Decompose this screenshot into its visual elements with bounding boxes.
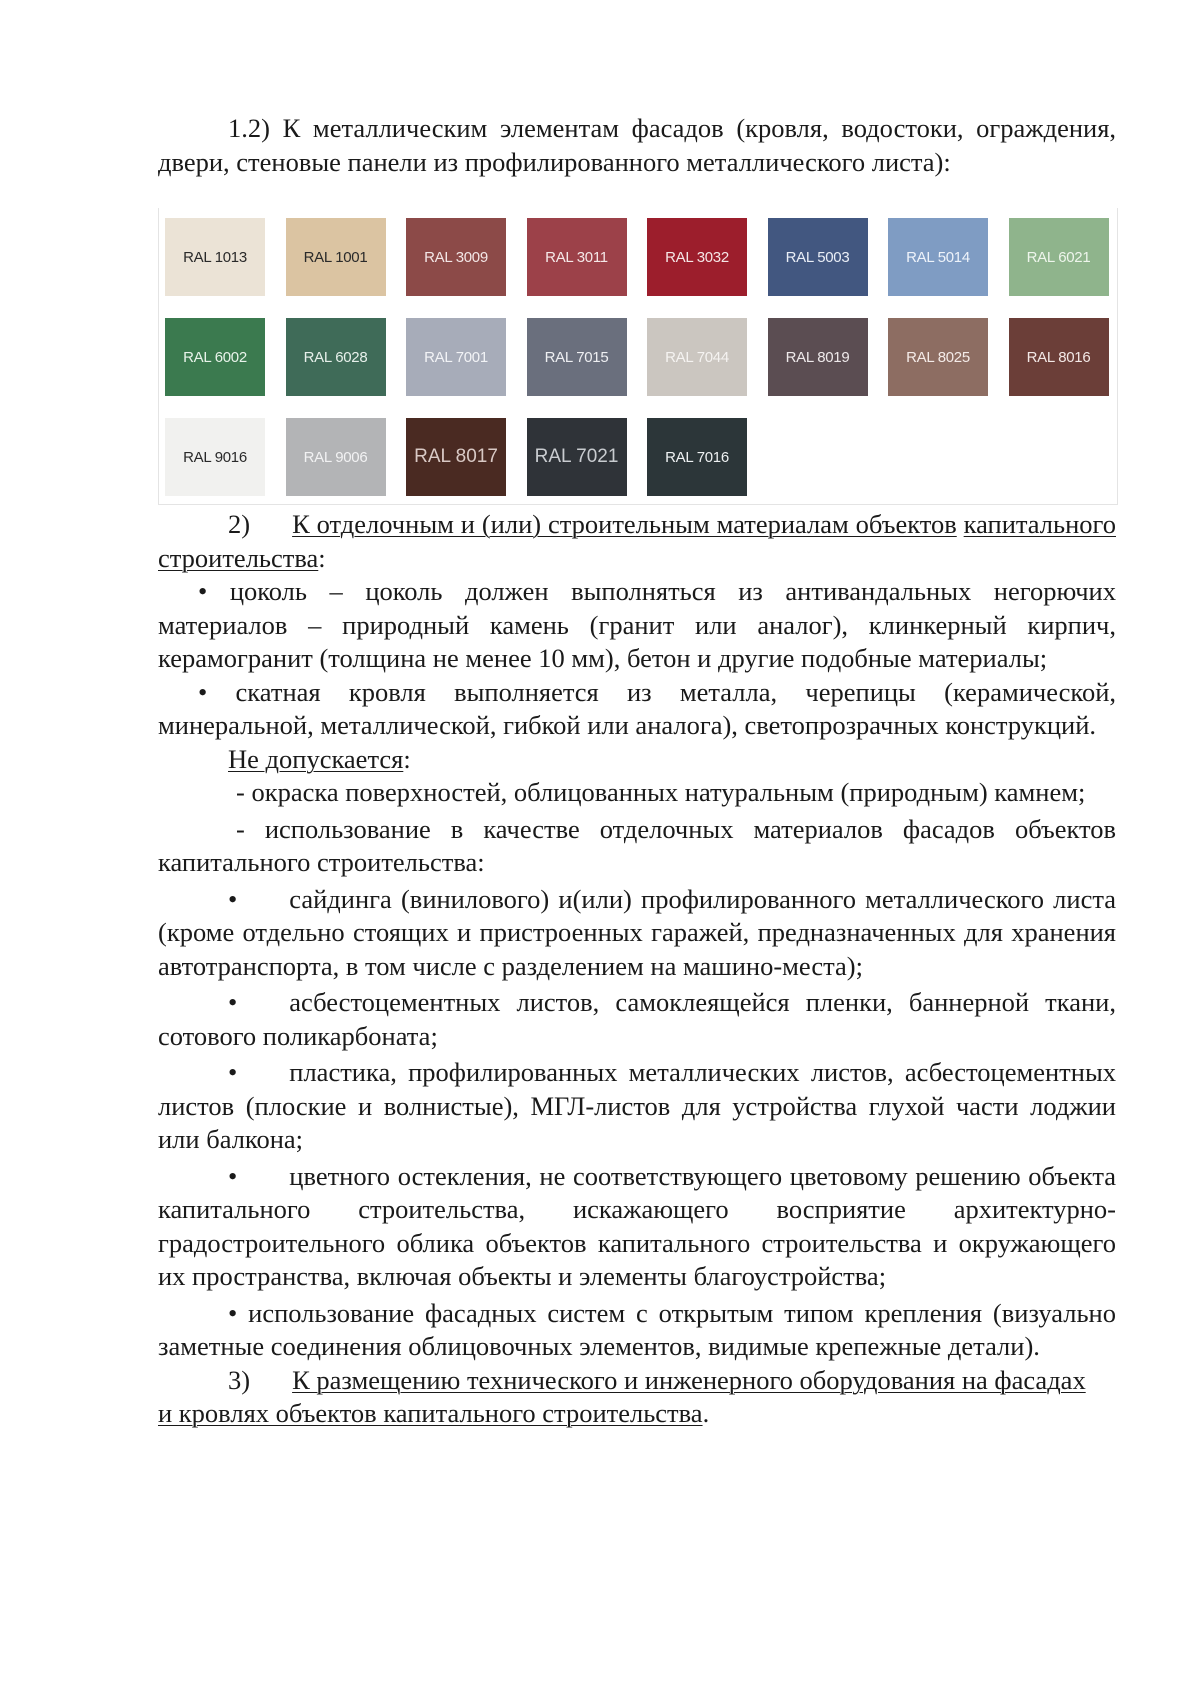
section2-heading-line1: К отделочным и (или) строительным материалам объектов (292, 509, 957, 539)
dash-painting: - окраска поверхностей, облицованных натуральным (природным) камнем; (236, 777, 1086, 807)
ral-swatch: RAL 1013 (165, 218, 265, 296)
bullet-dot-icon: • (228, 883, 238, 914)
ral-swatch: RAL 9006 (286, 418, 386, 496)
section2-heading-colon: : (318, 542, 326, 573)
sub-bullet-glazing-text: цветного остекления, не соответствующего цветовому решению объекта капитального строительства, искажающего восприятие архитектурно-градостроительного облика объектов капитального строительства и окружающего их пространства, включая объекты и элементы благоустройства; (158, 1160, 1116, 1291)
intro-number: 1.2) (228, 113, 270, 143)
dash-materials: - использование в качестве отделочных материалов фасадов объектов капитального строительства: (158, 813, 1116, 877)
document-body (158, 112, 1116, 1431)
not-allowed-label: Не допускается (228, 743, 404, 774)
ral-swatch: RAL 5014 (888, 218, 988, 296)
bullet-roof: • скатная кровля выполняется из металла, черепицы (керамической, минеральной, металлической, гибкой или аналога), светопрозрачных конструкций. (158, 676, 1116, 740)
bullet-dot-icon: • (228, 1160, 238, 1191)
intro-paragraph (158, 112, 1116, 208)
sub-bullet-plastic (158, 1056, 1116, 1157)
section2-heading-line2: капитального строительства (158, 509, 1116, 573)
section3-heading-cont (158, 1397, 1116, 1431)
ral-swatch: RAL 1001 (286, 218, 386, 296)
ral-swatch: RAL 3032 (647, 218, 747, 296)
ral-swatch: RAL 7044 (647, 318, 747, 396)
section3-heading-period: . (702, 1398, 710, 1428)
section3-heading-line2: и кровлях объектов капитального строительства (158, 1398, 703, 1428)
section3-heading-line1: К размещению технического и инженерного оборудования на фасадах (292, 1364, 1086, 1395)
ral-swatch: RAL 6002 (165, 318, 265, 396)
ral-swatch: RAL 9016 (165, 418, 265, 496)
ral-swatch: RAL 5003 (768, 218, 868, 296)
sub-bullet-plastic-text: пластика, профилированных металлических листов, асбестоцементных листов (плоские и волнистые), МГЛ-листов для устройства глухой части лоджии или балкона; (158, 1057, 1116, 1154)
section3-number: 3) (228, 1364, 251, 1395)
ral-swatch: RAL 7021 (527, 418, 627, 496)
ral-swatch: RAL 7015 (527, 318, 627, 396)
sub-bullet-siding-text: сайдинга (винилового) и(или) профилированного металлического листа (кроме отдельно стоящих и пристроенных гаражей, предназначенных для хранения автотранспорта, в том числе с разделением на машино-места); (158, 883, 1116, 981)
ral-swatch: RAL 8025 (888, 318, 988, 396)
bullet-facade-systems: • использование фасадных систем с открытым типом крепления (визуально заметные соединения облицовочных элементов, видимые крепежные детали). (158, 1297, 1116, 1361)
sub-bullet-asbestos (158, 986, 1116, 1053)
bullet-socle: • цоколь – цоколь должен выполняться из антивандальных негорючих материалов – природный камень (гранит или аналог), клинкерный кирпич, керамогранит (толщина не менее 10 мм), бетон и другие подобные материалы; (158, 576, 1116, 673)
ral-swatch: RAL 8016 (1009, 318, 1109, 396)
ral-swatch: RAL 6021 (1009, 218, 1109, 296)
sub-bullet-glazing (158, 1160, 1116, 1294)
bullet-dot-icon: • (228, 1057, 238, 1087)
sub-bullet-asbestos-text: асбестоцементных листов, самоклеящейся пленки, баннерной ткани, сотового поликарбоната; (158, 987, 1116, 1051)
section3-heading (158, 1364, 1116, 1398)
not-allowed-colon: : (403, 743, 411, 774)
ral-swatch: RAL 7001 (406, 318, 506, 396)
not-allowed-heading (158, 743, 1116, 777)
section2-number: 2) (228, 509, 251, 539)
ral-swatch: RAL 6028 (286, 318, 386, 396)
ral-swatch: RAL 3009 (406, 218, 506, 296)
ral-swatch: RAL 7016 (647, 418, 747, 496)
sub-bullet-siding (158, 883, 1116, 984)
bullet-dot-icon: • (228, 987, 238, 1017)
ral-swatch: RAL 8019 (768, 318, 868, 396)
intro-text: К металлическим элементам фасадов (кровля, водостоки, ограждения, двери, стеновые панели из профилированного металлического листа): (158, 113, 1117, 177)
section2-heading (158, 508, 1116, 575)
ral-swatch: RAL 3011 (527, 218, 627, 296)
ral-swatch: RAL 8017 (406, 418, 506, 496)
